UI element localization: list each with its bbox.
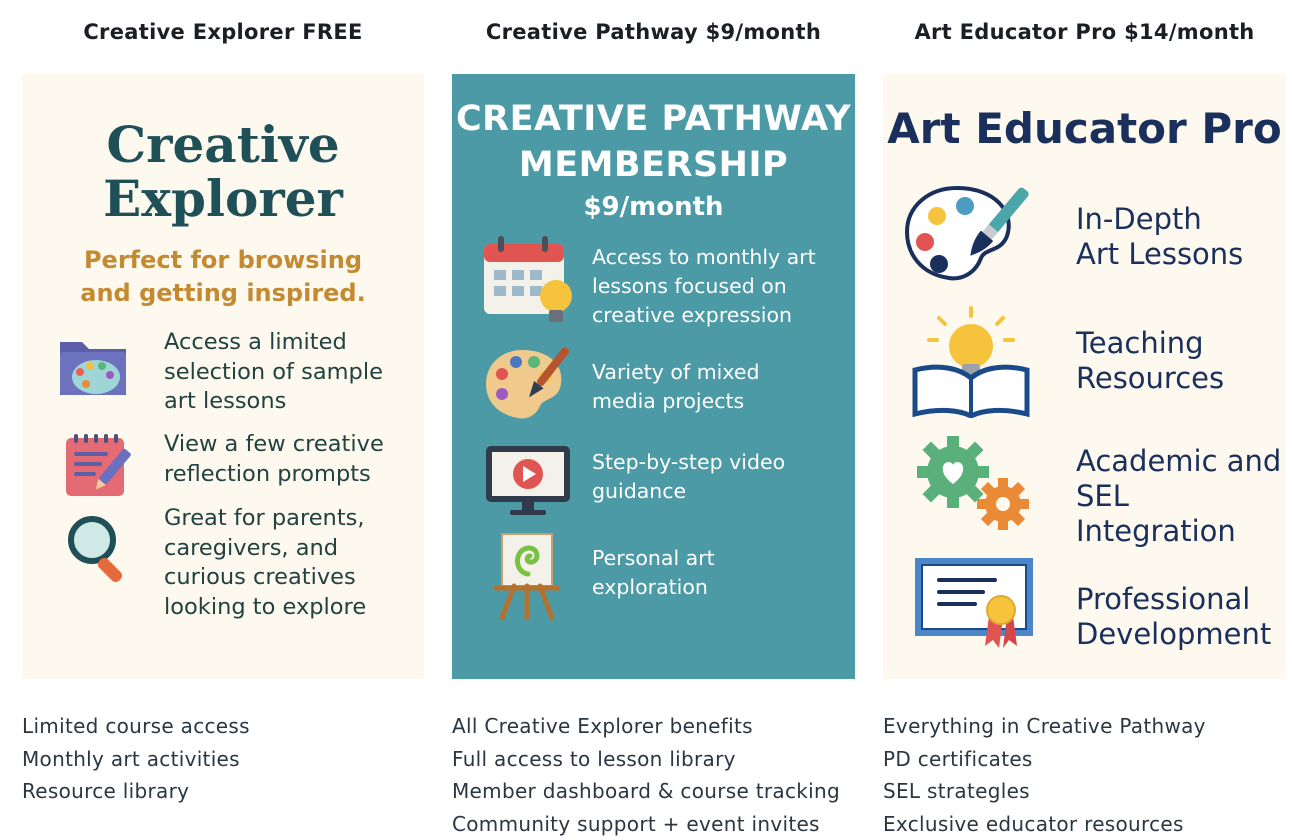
list-item: Limited course access [22,710,424,743]
plan-card-art-educator-pro[interactable] [883,74,1286,679]
list-item: PD certificates [883,743,1286,776]
card-title: Art Educator Pro [883,104,1286,153]
easel-icon [494,530,560,622]
plan-benefits-list [22,710,424,808]
card-title: Creative Explorer [22,118,424,226]
folder-palette-icon [56,332,130,402]
video-play-icon [484,444,572,518]
list-item: All Creative Explorer benefits [452,710,855,743]
calendar-lightbulb-icon [482,234,578,326]
list-item: Everything in Creative Pathway [883,710,1286,743]
list-item: Member dashboard & course tracking [452,775,855,808]
plan-benefits-list [452,710,855,840]
feature-text: Teaching Resources [1076,326,1224,396]
card-price: $9/month [452,192,855,222]
feature-text: Great for parents, caregivers, and curious creatives looking to explore [164,504,366,622]
notepad-pencil-icon [62,432,142,500]
plan-benefits-list [883,710,1286,840]
feature-text: Access to monthly art lessons focused on creative expression [592,243,816,330]
plan-heading: Art Educator Pro $14/month [883,20,1286,44]
feature-text: In-Depth Art Lessons [1076,202,1243,272]
book-lightbulb-icon [909,306,1033,418]
card-subtitle: Perfect for browsing and getting inspired. [22,244,424,310]
list-item: Monthly art activities [22,743,424,776]
feature-text: Variety of mixed media projects [592,358,759,416]
feature-text: Step-by-step video guidance [592,448,785,506]
plan-heading: Creative Explorer FREE [22,20,424,44]
feature-text: Access a limited selection of sample art lessons [164,328,383,417]
palette-brush-icon [482,344,578,424]
magnifier-icon [66,514,138,586]
list-item: Exclusive educator resources [883,808,1286,840]
list-item: SEL strategles [883,775,1286,808]
feature-text: View a few creative reflection prompts [164,430,384,489]
feature-text: Personal art exploration [592,544,715,602]
feature-text: Professional Development [1076,582,1271,652]
plan-heading: Creative Pathway $9/month [452,20,855,44]
list-item: Resource library [22,775,424,808]
gears-heart-icon [917,434,1033,534]
palette-brush-icon [905,184,1031,284]
card-title: CREATIVE PATHWAY MEMBERSHIP [452,96,855,188]
list-item: Full access to lesson library [452,743,855,776]
plan-card-creative-pathway[interactable] [452,74,855,679]
list-item: Community support + event invites [452,808,855,840]
certificate-icon [913,556,1037,650]
feature-text: Academic and SEL Integration [1076,444,1281,549]
plan-card-creative-explorer[interactable] [22,74,424,679]
